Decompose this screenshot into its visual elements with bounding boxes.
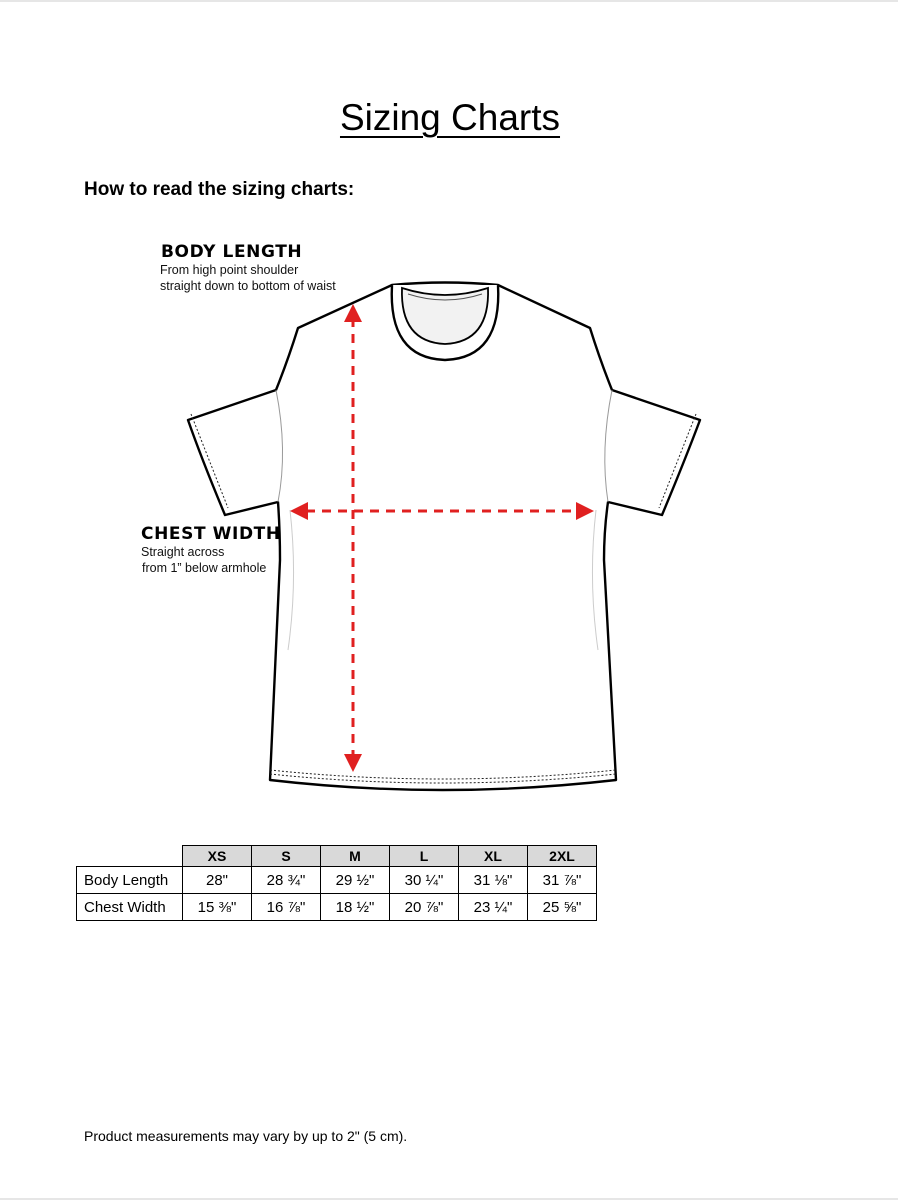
- size-header-2xl: 2XL: [528, 846, 597, 867]
- table-corner: [77, 846, 183, 867]
- row-label-body-length: Body Length: [77, 867, 183, 894]
- table-cell: 20 ⅞": [390, 894, 459, 921]
- chest-width-description-line-1: Straight across: [141, 545, 225, 559]
- table-cell: 28 ¾": [252, 867, 321, 894]
- table-row: [77, 894, 597, 921]
- body-length-heading: BODY LENGTH: [161, 242, 303, 262]
- table-cell: 29 ½": [321, 867, 390, 894]
- body-length-description-line-1: From high point shoulder: [160, 263, 299, 277]
- page-title: Sizing Charts: [339, 97, 561, 138]
- size-header-row: [77, 846, 597, 867]
- body-length-description-line-2: straight down to bottom of waist: [160, 279, 336, 293]
- page-subtitle: How to read the sizing charts:: [84, 179, 355, 200]
- tshirt-icon: [180, 280, 710, 810]
- row-label-chest-width: Chest Width: [77, 894, 183, 921]
- table-row: [77, 867, 597, 894]
- size-header-xs: XS: [183, 846, 252, 867]
- table-cell: 25 ⅝": [528, 894, 597, 921]
- table-cell: 31 ⅞": [528, 867, 597, 894]
- size-header-s: S: [252, 846, 321, 867]
- chest-width-heading: CHEST WIDTH: [141, 524, 281, 544]
- table-cell: 16 ⅞": [252, 894, 321, 921]
- table-cell: 15 ⅜": [183, 894, 252, 921]
- size-header-xl: XL: [459, 846, 528, 867]
- table-cell: 31 ⅛": [459, 867, 528, 894]
- table-cell: 18 ½": [321, 894, 390, 921]
- size-header-l: L: [390, 846, 459, 867]
- size-table: [76, 845, 597, 921]
- measurement-footnote: Product measurements may vary by up to 2" (5 cm).: [84, 1128, 408, 1144]
- chest-width-description-line-2: from 1” below armhole: [142, 561, 267, 575]
- table-cell: 28": [183, 867, 252, 894]
- table-cell: 23 ¼": [459, 894, 528, 921]
- size-header-m: M: [321, 846, 390, 867]
- table-cell: 30 ¼": [390, 867, 459, 894]
